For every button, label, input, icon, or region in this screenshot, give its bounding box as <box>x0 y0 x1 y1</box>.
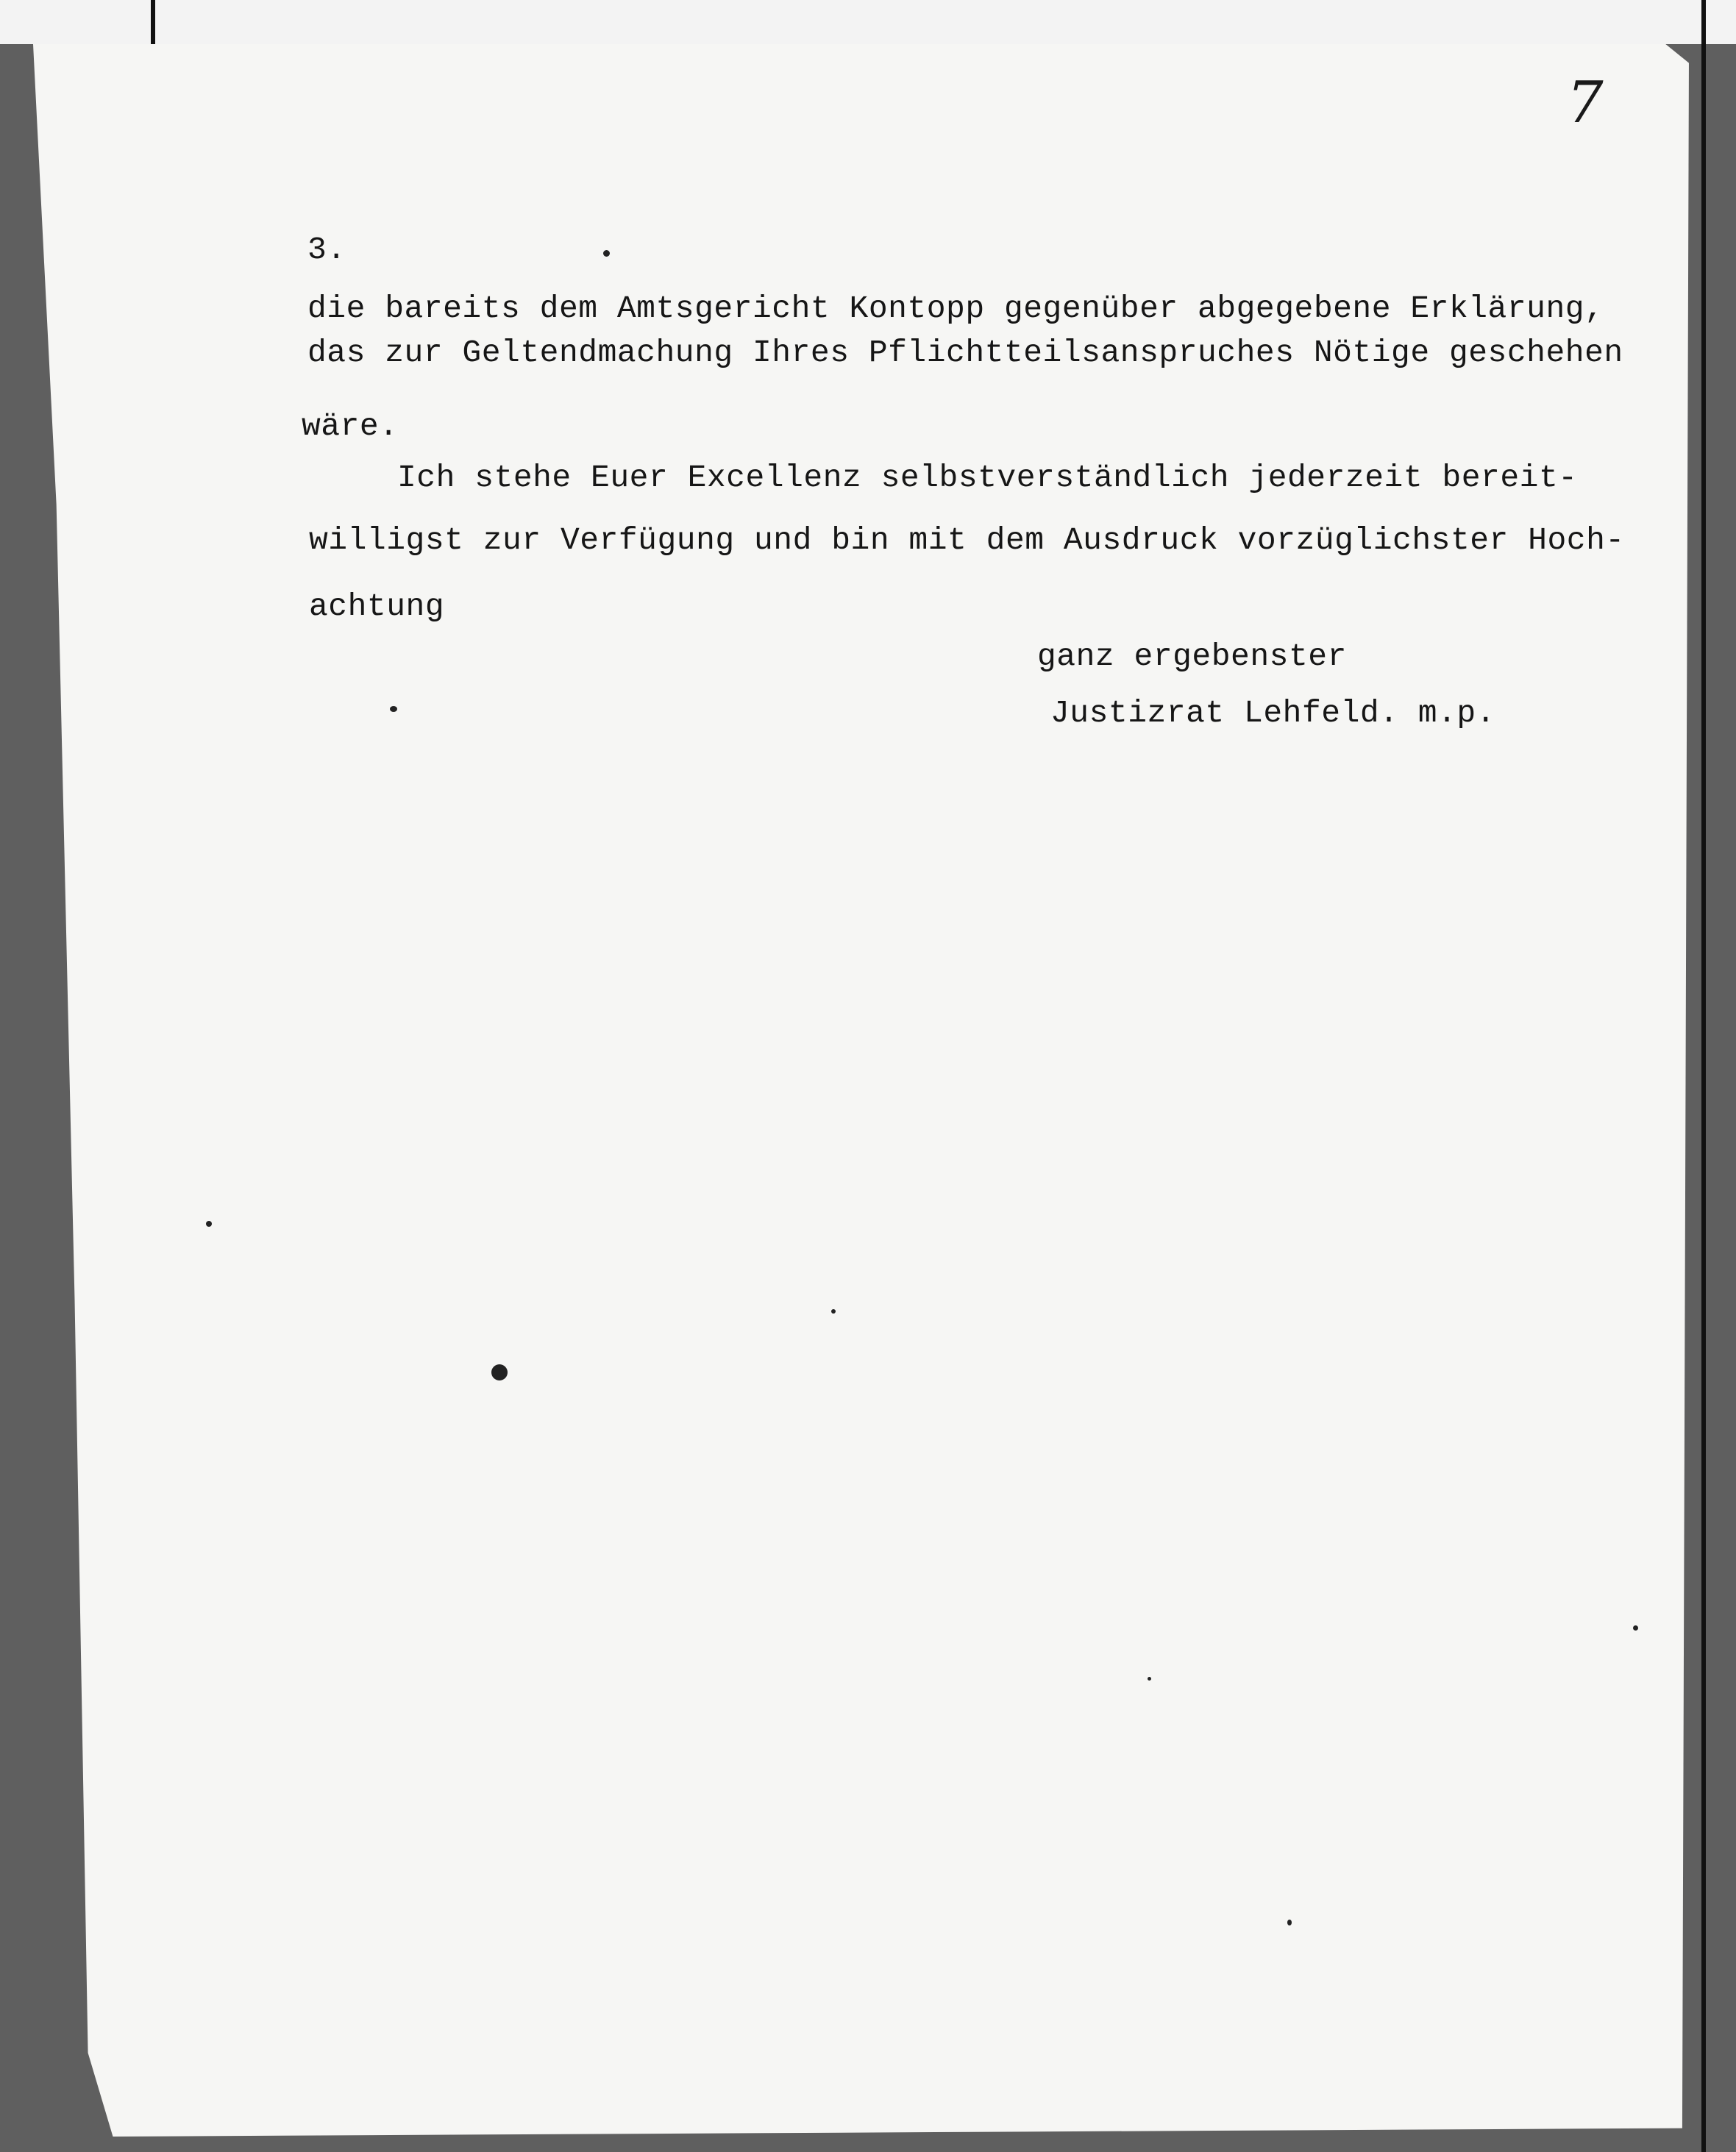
closing-phrase: ganz ergebenster <box>1037 638 1347 674</box>
scan-top-strip <box>0 0 1736 44</box>
ink-speck <box>206 1221 212 1227</box>
signature-line: Justizrat Lehfeld. m.p. <box>1050 695 1495 731</box>
body-line: die bareits dem Amtsgericht Kontopp gegenüber abgegebene Erklärung, <box>307 291 1604 327</box>
section-number: 3. <box>307 232 346 268</box>
body-line: willigst zur Verfügung und bin mit dem Ausdruck vorzüglichster Hoch- <box>309 522 1625 558</box>
body-line: das zur Geltendmachung Ihres Pflichtteilsanspruches Nötige geschehen <box>307 335 1623 371</box>
ink-speck <box>1148 1677 1151 1681</box>
body-line: wäre. <box>302 408 399 444</box>
ink-speck <box>603 250 610 257</box>
ink-speck <box>1287 1920 1292 1925</box>
binder-edge-right <box>1701 0 1706 2152</box>
ink-speck <box>1633 1625 1638 1631</box>
ink-speck <box>831 1309 836 1314</box>
ink-speck <box>491 1364 508 1380</box>
body-line: Ich stehe Euer Excellenz selbstverständlich jederzeit bereit- <box>397 460 1578 496</box>
body-line: achtung <box>309 588 445 624</box>
ink-speck <box>390 706 397 712</box>
folio-number: 7 <box>1567 70 1604 136</box>
binder-edge-left <box>151 0 155 51</box>
